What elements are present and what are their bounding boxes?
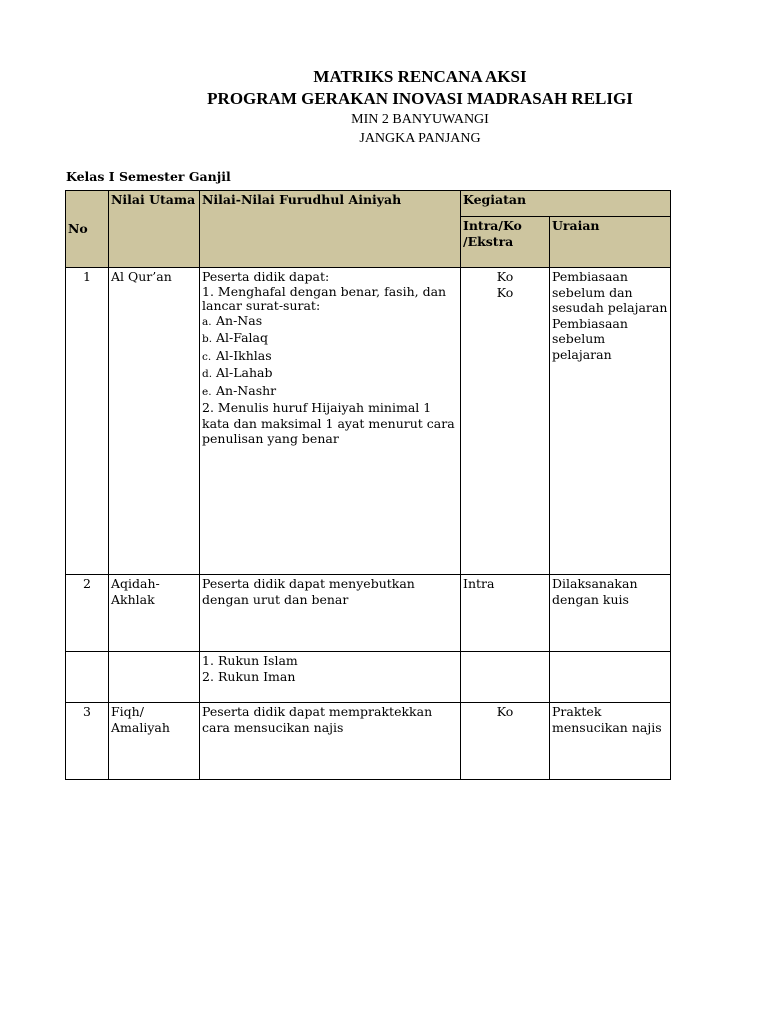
row-kegiatan: Ko Ko bbox=[461, 268, 550, 575]
row-point-2: 2. Menulis huruf Hijaiyah minimal 1 kata dan maksimal 1 ayat menurut cara penulisan yang benar bbox=[202, 400, 455, 446]
header-nilai-nilai: Nilai-Nilai Furudhul Ainiyah bbox=[200, 191, 461, 268]
header-nilai-utama: Nilai Utama bbox=[109, 191, 200, 268]
row-number: 1 bbox=[66, 268, 109, 575]
rukun-list bbox=[202, 653, 458, 684]
header-no: No bbox=[66, 191, 109, 268]
row-intro: Peserta didik dapat: bbox=[202, 269, 330, 284]
school-name: MIN 2 BANYUWANGI bbox=[351, 112, 489, 127]
action-matrix-table bbox=[65, 190, 671, 780]
table-row bbox=[66, 575, 671, 652]
row-number: 2 bbox=[66, 575, 109, 652]
header-intra-ko-ekstra: Intra/Ko /Ekstra bbox=[461, 217, 550, 268]
list-item: 2. Rukun Iman bbox=[202, 668, 296, 684]
list-item: b. Al-Falaq bbox=[202, 330, 268, 345]
row-nilai-nilai: Peserta didik dapat menyebutkan dengan urut dan benar bbox=[200, 575, 461, 652]
program-title: PROGRAM GERAKAN INOVASI MADRASAH RELIGI bbox=[207, 89, 633, 108]
header-kegiatan: Kegiatan bbox=[461, 191, 671, 217]
list-item: 1. Rukun Islam bbox=[202, 653, 298, 668]
row-point-1: 1. Menghafal dengan benar, fasih, dan lancar surat-surat: bbox=[202, 283, 447, 313]
list-item: e. An-Nashr bbox=[202, 382, 277, 398]
row-uraian: Dilaksanakan dengan kuis bbox=[550, 575, 671, 652]
table-row bbox=[66, 703, 671, 780]
list-item: c. Al-Ikhlas bbox=[202, 347, 272, 363]
surah-list bbox=[202, 313, 458, 401]
row-nilai-utama: Aqidah-Akhlak bbox=[109, 575, 200, 652]
term-label: JANGKA PANJANG bbox=[359, 131, 481, 146]
rukun-list-cell bbox=[200, 652, 461, 703]
row-nilai-utama: Al Qur’an bbox=[109, 268, 200, 575]
table-row bbox=[66, 268, 671, 575]
class-semester-label: Kelas I Semester Ganjil bbox=[66, 169, 231, 184]
row-nilai-utama: Fiqh/ Amaliyah bbox=[109, 703, 200, 780]
row-nilai-nilai bbox=[200, 268, 461, 575]
row-kegiatan: Ko bbox=[461, 703, 550, 780]
header-uraian: Uraian bbox=[550, 217, 671, 268]
document-header bbox=[0, 66, 768, 149]
table-row bbox=[66, 652, 671, 703]
list-item: d. Al-Lahab bbox=[202, 365, 273, 380]
row-kegiatan: Intra bbox=[461, 575, 550, 652]
row-uraian: Pembiasaan sebelum dan sesudah pelajaran Pembiasaan sebelum pelajaran bbox=[550, 268, 671, 575]
row-nilai-nilai: Peserta didik dapat mempraktekkan cara mensucikan najis bbox=[200, 703, 461, 780]
document-title: MATRIKS RENCANA AKSI bbox=[313, 67, 527, 86]
row-uraian: Praktek mensucikan najis bbox=[550, 703, 671, 780]
list-item: a. An-Nas bbox=[202, 312, 263, 328]
row-number: 3 bbox=[66, 703, 109, 780]
